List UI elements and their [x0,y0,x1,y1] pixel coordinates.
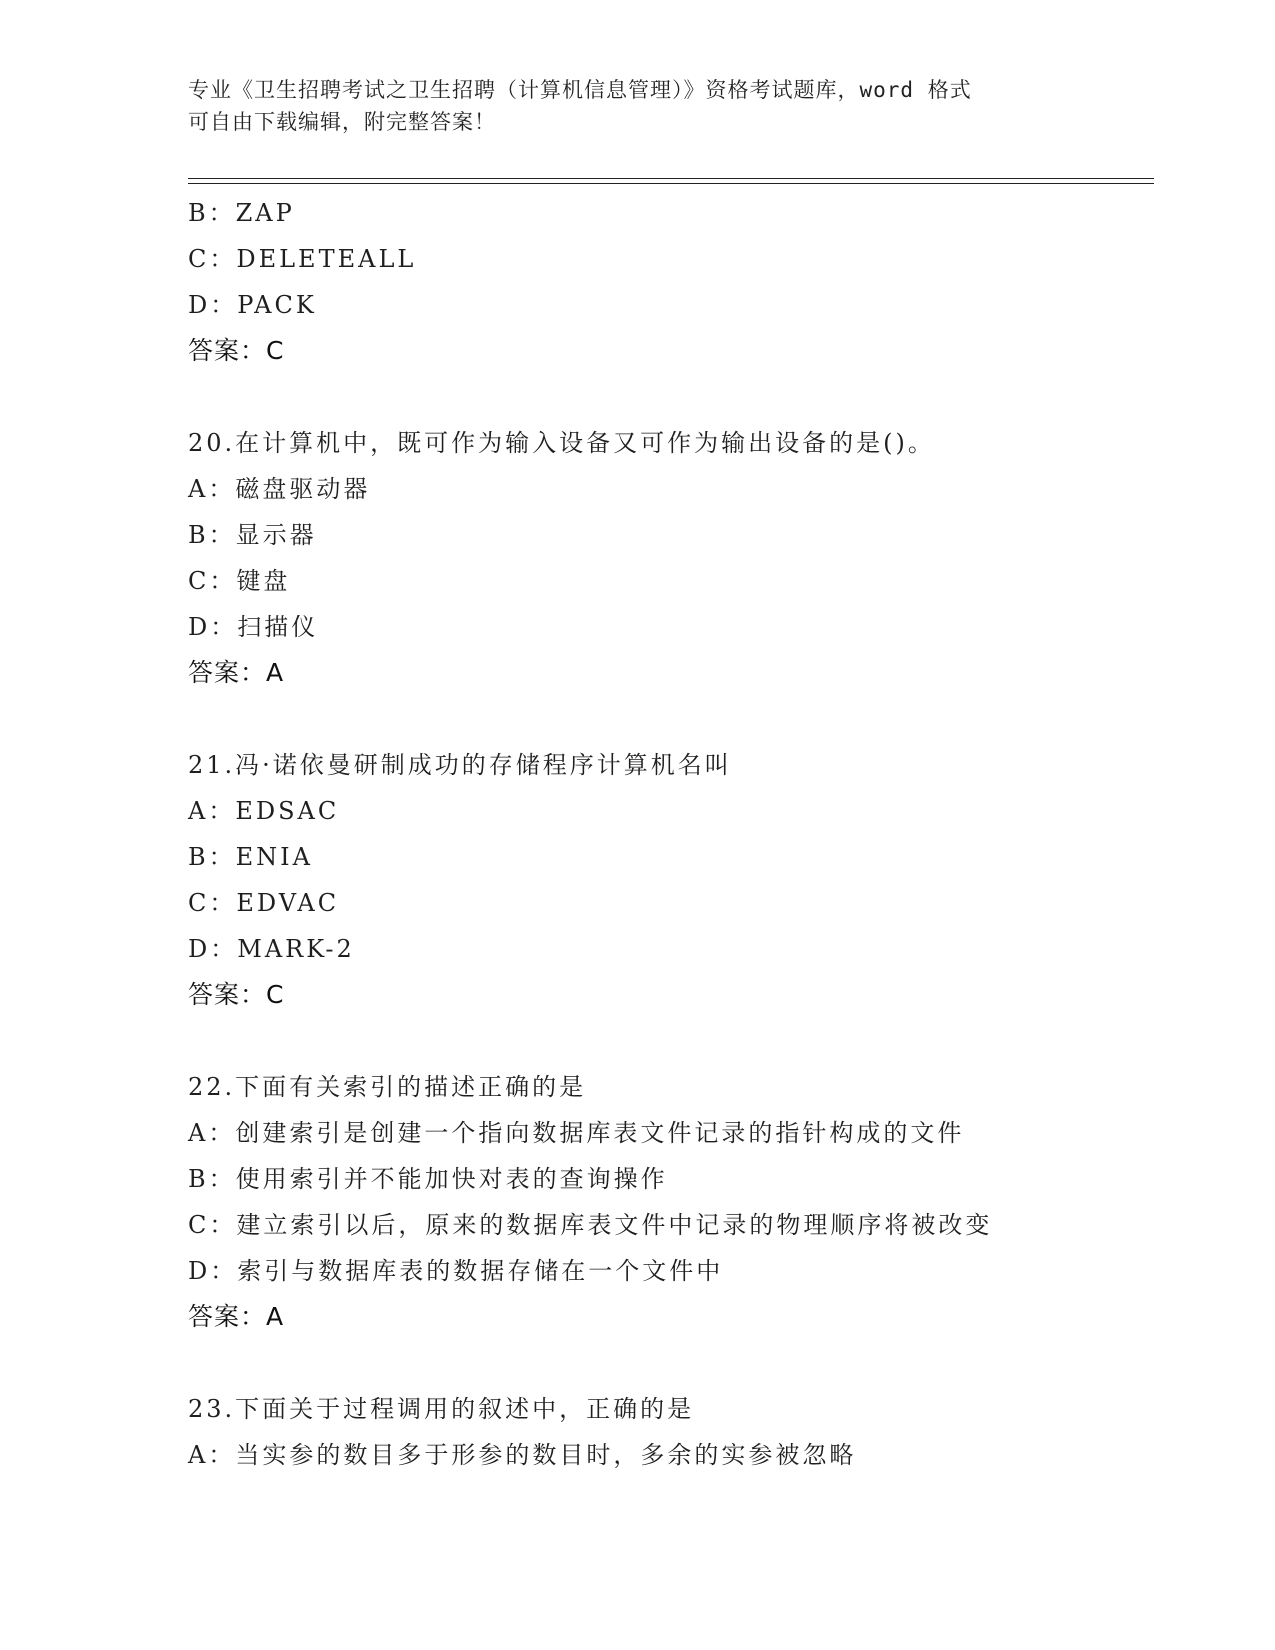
option-a: A：磁盘驱动器 [188,475,371,503]
option-b: B：显示器 [188,521,317,549]
question-block-21 [188,742,1154,1018]
answer-line: 答案：A [188,1302,285,1331]
option-c: C：EDVAC [188,889,340,917]
header-divider-bottom [188,183,1154,184]
page-header [188,74,1088,138]
spacer [188,374,1154,420]
spacer [188,696,1154,742]
question-block-20 [188,420,1154,696]
option-b: B：ZAP [188,199,295,227]
header-line-2: 可自由下载编辑，附完整答案！ [188,110,496,134]
answer-line: 答案：A [188,658,285,687]
question-stem: 22.下面有关索引的描述正确的是 [188,1073,587,1101]
header-divider-top [188,178,1154,179]
answer-line: 答案：C [188,980,285,1009]
option-b: B：ENIA [188,843,313,871]
option-c: C：键盘 [188,567,291,595]
question-block-22 [188,1064,1154,1340]
question-stem: 23.下面关于过程调用的叙述中，正确的是 [188,1395,695,1423]
spacer [188,1018,1154,1064]
option-a: A：EDSAC [188,797,340,825]
option-d: D：PACK [188,291,317,319]
header-line-1: 专业《卫生招聘考试之卫生招聘（计算机信息管理）》资格考试题库，word 格式 [188,78,972,102]
answer-line: 答案：C [188,336,285,365]
question-block-19 [188,190,1154,374]
spacer [188,1340,1154,1386]
option-a: A：创建索引是创建一个指向数据库表文件记录的指针构成的文件 [188,1119,965,1147]
option-c: C：建立索引以后，原来的数据库表文件中记录的物理顺序将被改变 [188,1211,993,1239]
question-list [188,190,1154,1478]
question-stem: 20.在计算机中，既可作为输入设备又可作为输出设备的是()。 [188,429,935,457]
question-stem: 21.冯·诺依曼研制成功的存储程序计算机名叫 [188,751,732,779]
option-d: D：扫描仪 [188,613,319,641]
option-b: B：使用索引并不能加快对表的查询操作 [188,1165,668,1193]
option-d: D：MARK-2 [188,935,355,963]
option-a: A：当实参的数目多于形参的数目时，多余的实参被忽略 [188,1441,857,1469]
option-d: D：索引与数据库表的数据存储在一个文件中 [188,1257,724,1285]
option-c: C：DELETEALL [188,245,417,273]
question-block-23 [188,1386,1154,1478]
